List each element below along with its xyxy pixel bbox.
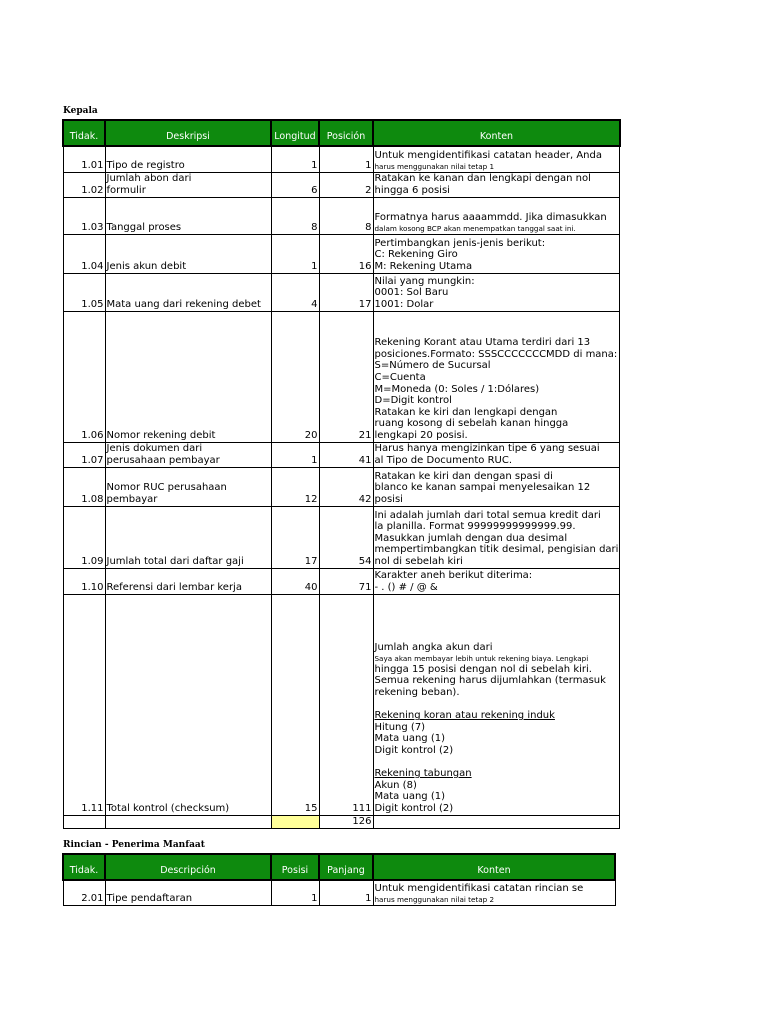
konten-cell — [373, 311, 620, 442]
description-line: Tanggal proses — [106, 221, 182, 233]
table-row — [63, 311, 620, 442]
konten-line: posisi — [374, 493, 403, 505]
row-number-cell: 1.06 — [63, 311, 105, 442]
konten-line: rekening beban). — [374, 686, 460, 698]
konten-line: hingga 15 posisi dengan nol di sebelah kiri. — [374, 663, 592, 675]
description-line: Referensi dari lembar kerja — [106, 581, 242, 593]
description-cell — [105, 234, 271, 273]
column-header: Descripción — [105, 854, 271, 880]
total-empty-cell — [373, 815, 620, 828]
konten-line: Nilai yang mungkin: — [374, 275, 475, 287]
length-cell: 4 — [271, 273, 319, 311]
konten-line: Hitung (7) — [374, 721, 426, 733]
konten-line: Rekening tabungan — [374, 768, 472, 780]
description-line: Nomor rekening debit — [106, 429, 216, 441]
row-number-cell: 1.07 — [63, 442, 105, 467]
table-row — [63, 234, 620, 273]
konten-cell — [373, 197, 620, 234]
column-header: Deskripsi — [105, 120, 271, 146]
row-number-cell: 1.03 — [63, 197, 105, 234]
row-number-cell: 1.10 — [63, 568, 105, 594]
description-line: Jumlah total dari daftar gaji — [106, 555, 244, 567]
position-cell: 42 — [319, 467, 373, 506]
position-cell: 111 — [319, 594, 373, 815]
row-number-cell: 1.04 — [63, 234, 105, 273]
total-highlight-cell — [271, 815, 319, 828]
length-cell: 40 — [271, 568, 319, 594]
konten-line: Pertimbangkan jenis-jenis berikut: — [374, 237, 546, 249]
konten-line: harus menggunakan nilai tetap 1 — [374, 161, 495, 171]
konten-line: Karakter aneh berikut diterima: — [374, 570, 533, 582]
table-row — [63, 197, 620, 234]
description-cell — [105, 880, 271, 905]
konten-line: Semua rekening harus dijumlahkan (termasuk — [374, 675, 606, 687]
position-cell: 41 — [319, 442, 373, 467]
length-cell: 15 — [271, 594, 319, 815]
description-line: Jenis dokumen dari — [106, 443, 203, 455]
konten-line: - . () # / @ & — [374, 581, 438, 593]
konten-cell — [373, 568, 620, 594]
length-cell: 12 — [271, 467, 319, 506]
total-empty-cell — [63, 815, 105, 828]
konten-cell — [373, 146, 620, 172]
konten-line: Harus hanya mengizinkan tipe 6 yang sesuai — [374, 443, 600, 455]
konten-line: Untuk mengidentifikasi catatan header, Anda — [374, 149, 602, 161]
description-cell — [105, 273, 271, 311]
konten-cell — [373, 273, 620, 311]
konten-line: Ratakan ke kiri dan dengan spasi di — [374, 470, 553, 482]
row-number-cell: 1.09 — [63, 506, 105, 568]
konten-line: 1001: Dolar — [374, 298, 434, 310]
konten-line: lengkapi 20 posisi. — [374, 429, 468, 441]
konten-line: Untuk mengidentifikasi catatan rincian se — [374, 882, 584, 894]
section-title-rincian: Rincian - Penerima Manfaat — [63, 840, 205, 850]
column-header: Tidak. — [63, 854, 105, 880]
length-cell: 17 — [271, 506, 319, 568]
konten-line: mempertimbangkan titik desimal, pengisian dari — [374, 544, 619, 556]
konten-line: M: Rekening Utama — [374, 260, 473, 272]
description-cell — [105, 311, 271, 442]
konten-line: Jumlah angka akun dari — [374, 642, 493, 654]
konten-line: D=Digit kontrol — [374, 395, 452, 407]
konten-line: Mata uang (1) — [374, 733, 445, 745]
konten-line: ruang kosong di sebelah kanan hingga — [374, 418, 569, 430]
description-cell — [105, 506, 271, 568]
description-cell — [105, 568, 271, 594]
row-number-cell: 1.01 — [63, 146, 105, 172]
header-spec-table — [62, 119, 621, 829]
konten-line: Masukkan jumlah dengan dua desimal — [374, 532, 568, 544]
konten-line: dalam kosong BCP akan menempatkan tanggal saat ini. — [374, 223, 576, 233]
konten-line: Ratakan ke kanan dan lengkapi dengan nol — [374, 173, 591, 185]
position-cell: 71 — [319, 568, 373, 594]
konten-line: Rekening Korant atau Utama terdiri dari 13 — [374, 337, 591, 349]
description-line: Mata uang dari rekening debet — [106, 298, 261, 310]
position-cell: 17 — [319, 273, 373, 311]
konten-cell — [373, 880, 615, 905]
length-cell: 6 — [271, 172, 319, 197]
konten-line: Formatnya harus aaaammdd. Jika dimasukkan — [374, 211, 607, 223]
position-cell: 2 — [319, 172, 373, 197]
konten-line: Saya akan membayar lebih untuk rekening biaya. Lengkapi — [374, 653, 589, 663]
table-row — [63, 146, 620, 172]
konten-line: hingga 6 posisi — [374, 184, 450, 196]
konten-line: Mata uang (1) — [374, 791, 445, 803]
konten-line: Rekening koran atau rekening induk — [374, 710, 555, 722]
table-row — [63, 467, 620, 506]
total-row — [63, 815, 620, 828]
table-row — [63, 506, 620, 568]
position-cell: 16 — [319, 234, 373, 273]
table-row — [63, 594, 620, 815]
konten-cell — [373, 234, 620, 273]
description-line: Jenis akun debit — [106, 260, 187, 272]
konten-cell — [373, 506, 620, 568]
length-cell: 1 — [271, 146, 319, 172]
konten-line: Digit kontrol (2) — [374, 744, 454, 756]
konten-line: la planilla. Format 99999999999999.99. — [374, 521, 576, 533]
row-number-cell: 2.01 — [63, 880, 105, 905]
total-empty-cell — [105, 815, 271, 828]
konten-line: harus menggunakan nilai tetap 2 — [374, 894, 495, 904]
description-line: Jumlah abon dari — [106, 173, 192, 185]
description-cell — [105, 197, 271, 234]
column-header: Konten — [373, 854, 615, 880]
konten-line: nol di sebelah kiri — [374, 555, 463, 567]
konten-line: posiciones.Formato: SSSCCCCCCCMDD di mana: — [374, 348, 618, 360]
column-header: Panjang — [319, 854, 373, 880]
konten-line: Digit kontrol (2) — [374, 802, 454, 814]
description-cell — [105, 442, 271, 467]
konten-line: Akun (8) — [374, 779, 417, 791]
konten-line — [375, 699, 619, 711]
length-cell: 8 — [271, 197, 319, 234]
description-cell — [105, 172, 271, 197]
position-cell: 1 — [319, 146, 373, 172]
length-cell: 1 — [271, 880, 319, 905]
description-cell — [105, 146, 271, 172]
description-line: Tipe pendaftaran — [106, 892, 193, 904]
description-line: perusahaan pembayar — [106, 454, 220, 466]
konten-cell — [373, 467, 620, 506]
column-header: Tidak. — [63, 120, 105, 146]
table-row — [63, 442, 620, 467]
total-length-value: 126 — [319, 815, 373, 828]
konten-line: S=Número de Sucursal — [374, 360, 491, 372]
length-cell: 1 — [271, 234, 319, 273]
description-line: Tipo de registro — [106, 159, 185, 171]
table-header-row — [63, 854, 615, 880]
konten-line: 0001: Sol Baru — [374, 287, 449, 299]
detail-spec-table — [62, 853, 616, 906]
konten-line: C: Rekening Giro — [374, 249, 458, 261]
table-row — [63, 880, 615, 905]
description-line: pembayar — [106, 493, 158, 505]
position-cell: 54 — [319, 506, 373, 568]
position-cell: 8 — [319, 197, 373, 234]
table-row — [63, 568, 620, 594]
table-header-row — [63, 120, 620, 146]
konten-line: blanco ke kanan sampai menyelesaikan 12 — [374, 482, 591, 494]
konten-line: al Tipo de Documento RUC. — [374, 454, 513, 466]
konten-cell — [373, 172, 620, 197]
table-row — [63, 172, 620, 197]
column-header: Konten — [373, 120, 620, 146]
description-cell — [105, 594, 271, 815]
konten-line: M=Moneda (0: Soles / 1:Dólares) — [374, 383, 540, 395]
row-number-cell: 1.08 — [63, 467, 105, 506]
position-cell: 1 — [319, 880, 373, 905]
position-cell: 21 — [319, 311, 373, 442]
description-line: Nomor RUC perusahaan — [106, 482, 227, 494]
konten-cell — [373, 442, 620, 467]
konten-line: C=Cuenta — [374, 371, 426, 383]
konten-line: Ini adalah jumlah dari total semua kredit dari — [374, 509, 601, 521]
length-cell: 1 — [271, 442, 319, 467]
section-title-kepala: Kepala — [63, 106, 98, 116]
row-number-cell: 1.02 — [63, 172, 105, 197]
konten-line: Ratakan ke kiri dan lengkapi dengan — [374, 406, 558, 418]
table-row — [63, 273, 620, 311]
konten-line — [375, 757, 619, 769]
row-number-cell: 1.05 — [63, 273, 105, 311]
column-header: Longitud — [271, 120, 319, 146]
column-header: Posición — [319, 120, 373, 146]
length-cell: 20 — [271, 311, 319, 442]
row-number-cell: 1.11 — [63, 594, 105, 815]
column-header: Posisi — [271, 854, 319, 880]
konten-cell — [373, 594, 620, 815]
description-line: Total kontrol (checksum) — [106, 802, 230, 814]
description-cell — [105, 467, 271, 506]
description-line: formulir — [106, 184, 146, 196]
